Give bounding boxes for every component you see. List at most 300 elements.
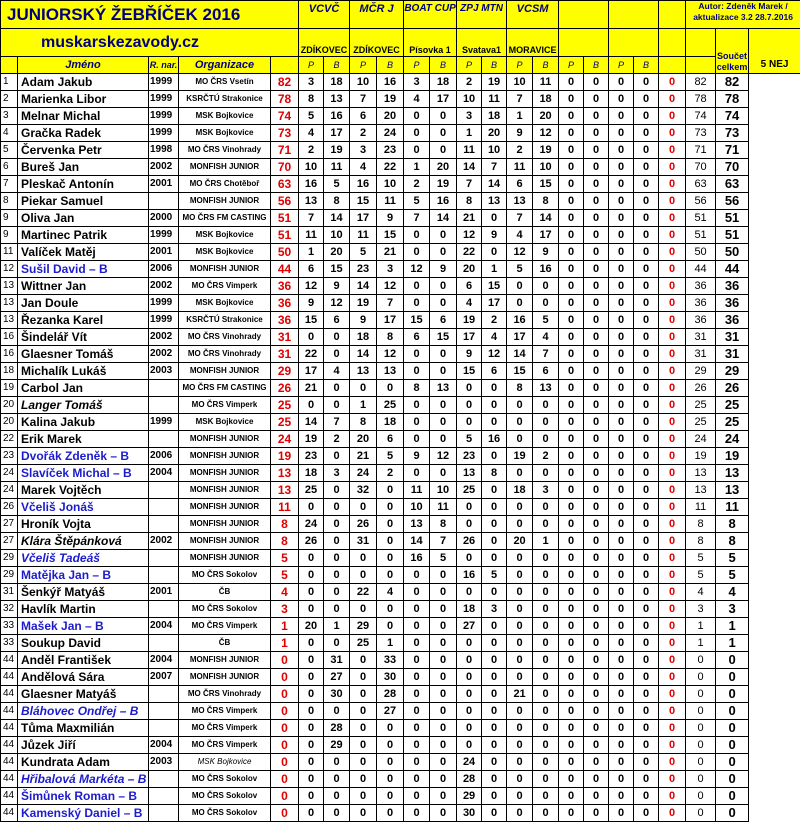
event-points: 0 [634, 431, 659, 448]
rank-cell: 44 [1, 720, 18, 737]
event-points: 1 [533, 533, 559, 550]
column-org-header: Organizace [179, 57, 271, 74]
event-points: 0 [533, 567, 559, 584]
sum-total: 8 [686, 516, 716, 533]
event-place: 0 [404, 771, 430, 788]
best-five: 4 [716, 584, 749, 601]
event-points: 13 [533, 380, 559, 397]
event-points: 0 [584, 295, 609, 312]
birth-year: 2002 [149, 329, 179, 346]
zero-value: 0 [659, 397, 686, 414]
competitor-name: Včeliš Jonáš [18, 499, 149, 516]
event-place: 0 [559, 618, 584, 635]
event-points: 0 [634, 74, 659, 91]
event-points: 6 [430, 312, 457, 329]
zero-value: 0 [659, 635, 686, 652]
event-place: 9 [457, 346, 482, 363]
event-name-3: BOAT CUP [404, 1, 457, 29]
best-five: 74 [716, 108, 749, 125]
event-place: 0 [350, 754, 377, 771]
event-points: 16 [324, 108, 350, 125]
event-place: 8 [404, 380, 430, 397]
table-row [1, 499, 800, 516]
event-points: 8 [324, 193, 350, 210]
event-points: 18 [430, 74, 457, 91]
competitor-name: Kamenský Daniel – B [18, 805, 149, 822]
event-place: 0 [457, 550, 482, 567]
best-five: 5 [716, 550, 749, 567]
best-five: 36 [716, 278, 749, 295]
event-place: 0 [609, 125, 634, 142]
birth-year [149, 516, 179, 533]
event-points: 20 [430, 159, 457, 176]
best-five: 56 [716, 193, 749, 210]
rank-cell: 1 [1, 74, 18, 91]
event-place: 0 [559, 550, 584, 567]
zero-value: 0 [659, 584, 686, 601]
event-place: 21 [457, 210, 482, 227]
event-points: 0 [634, 669, 659, 686]
competitor-name: Šindelář Vít [18, 329, 149, 346]
table-row [1, 754, 800, 771]
points-total: 11 [271, 499, 299, 516]
event-place: 16 [507, 312, 533, 329]
event-points: 0 [324, 499, 350, 516]
event-points: 0 [430, 754, 457, 771]
event-points: 0 [377, 567, 404, 584]
zero-value: 0 [659, 125, 686, 142]
event-points: 17 [430, 91, 457, 108]
event-points: 0 [482, 499, 507, 516]
event-place: 0 [559, 125, 584, 142]
event-points: 0 [634, 652, 659, 669]
event-place: 0 [299, 397, 324, 414]
sum-total: 25 [686, 397, 716, 414]
event-points: 0 [482, 618, 507, 635]
event-points: 13 [430, 380, 457, 397]
event-points: 0 [324, 788, 350, 805]
event-points: 0 [377, 737, 404, 754]
event-points: 15 [324, 261, 350, 278]
organization: MO ČRS Vinohrady [179, 686, 271, 703]
birth-year: 2004 [149, 618, 179, 635]
points-total: 13 [271, 465, 299, 482]
points-total: 36 [271, 295, 299, 312]
event-location-4: Svatava1 [457, 29, 507, 57]
event-points: 19 [533, 142, 559, 159]
table-row [1, 584, 800, 601]
event-points: 0 [634, 142, 659, 159]
best-five: 8 [716, 516, 749, 533]
event-points: 0 [324, 550, 350, 567]
event-points: 0 [533, 754, 559, 771]
birth-year [149, 703, 179, 720]
event-place: 0 [404, 278, 430, 295]
event-place: 13 [299, 193, 324, 210]
event-points: 0 [584, 482, 609, 499]
event-place: 0 [559, 431, 584, 448]
event-place: 0 [350, 550, 377, 567]
event-points: 0 [482, 635, 507, 652]
event-points: 5 [430, 550, 457, 567]
best-five: 24 [716, 431, 749, 448]
competitor-name: Glaesner Matyáš [18, 686, 149, 703]
sum-total: 36 [686, 295, 716, 312]
competitor-name: Šenkýř Matyáš [18, 584, 149, 601]
event-place: 26 [457, 533, 482, 550]
event-place: 24 [350, 465, 377, 482]
event-place: 0 [299, 703, 324, 720]
best-five: 0 [716, 805, 749, 822]
event-points: 9 [482, 227, 507, 244]
rank-cell: 44 [1, 669, 18, 686]
event-place: 4 [404, 91, 430, 108]
event-place: 20 [457, 261, 482, 278]
event-points: 30 [377, 669, 404, 686]
event-place: 16 [299, 176, 324, 193]
event-place: 0 [609, 193, 634, 210]
rank-cell: 32 [1, 601, 18, 618]
event-place: 0 [559, 108, 584, 125]
event-place: 5 [350, 244, 377, 261]
event-place: 0 [299, 567, 324, 584]
points-total: 56 [271, 193, 299, 210]
birth-year: 2007 [149, 669, 179, 686]
event-place: 14 [404, 533, 430, 550]
points-total: 70 [271, 159, 299, 176]
event-points: 0 [634, 737, 659, 754]
event-place: 0 [299, 720, 324, 737]
event-points: 0 [377, 788, 404, 805]
event-place: 0 [609, 244, 634, 261]
event-place: 0 [350, 669, 377, 686]
event-place: 0 [609, 737, 634, 754]
event-place: 7 [299, 210, 324, 227]
points-total: 36 [271, 312, 299, 329]
event-place: 1 [457, 125, 482, 142]
event-place: 0 [559, 482, 584, 499]
event-place: 20 [299, 618, 324, 635]
event-points: 0 [430, 805, 457, 822]
event-place: 17 [457, 329, 482, 346]
event-points: 5 [377, 448, 404, 465]
best-five: 0 [716, 720, 749, 737]
event-points: 16 [430, 193, 457, 210]
organization: MSK Bojkovice [179, 108, 271, 125]
event-place: 0 [507, 635, 533, 652]
event-points: 0 [634, 210, 659, 227]
sum-total: 26 [686, 380, 716, 397]
organization: MONFISH JUNIOR [179, 363, 271, 380]
event-place: 0 [404, 125, 430, 142]
event-place: 4 [350, 159, 377, 176]
event-place: 0 [350, 805, 377, 822]
competitor-name: Gračka Radek [18, 125, 149, 142]
total-label: Součet celkem [716, 29, 749, 74]
event-place: 27 [457, 618, 482, 635]
p-header: P [299, 57, 324, 74]
event-place: 0 [350, 499, 377, 516]
sum-total: 63 [686, 176, 716, 193]
event-points: 0 [533, 703, 559, 720]
event-points: 28 [324, 720, 350, 737]
event-points: 0 [430, 686, 457, 703]
event-points: 15 [430, 329, 457, 346]
event-place: 7 [507, 210, 533, 227]
event-points: 0 [634, 346, 659, 363]
event-points: 0 [430, 125, 457, 142]
event-place: 0 [559, 295, 584, 312]
rank-cell: 4 [1, 125, 18, 142]
event-place: 0 [404, 601, 430, 618]
birth-year: 1999 [149, 74, 179, 91]
event-place: 9 [350, 312, 377, 329]
event-place: 0 [559, 363, 584, 380]
event-place: 0 [559, 652, 584, 669]
event-points: 0 [533, 295, 559, 312]
event-place: 0 [299, 737, 324, 754]
event-place: 14 [507, 346, 533, 363]
birth-year [149, 567, 179, 584]
event-place: 0 [404, 567, 430, 584]
organization: MSK Bojkovice [179, 754, 271, 771]
best-five: 0 [716, 754, 749, 771]
event-points: 0 [634, 295, 659, 312]
event-place: 0 [609, 312, 634, 329]
event-name-6 [559, 1, 609, 29]
organization: ČB [179, 635, 271, 652]
event-place: 20 [507, 533, 533, 550]
event-place: 0 [350, 771, 377, 788]
event-place: 0 [559, 499, 584, 516]
points-total: 0 [271, 737, 299, 754]
zero-value: 0 [659, 346, 686, 363]
table-row [1, 108, 800, 125]
event-place: 10 [507, 74, 533, 91]
event-place: 16 [457, 567, 482, 584]
event-place: 0 [350, 737, 377, 754]
best-five: 36 [716, 295, 749, 312]
sum-total: 0 [686, 737, 716, 754]
event-points: 3 [482, 601, 507, 618]
competitor-name: Matějka Jan – B [18, 567, 149, 584]
event-place: 5 [404, 193, 430, 210]
event-place: 12 [404, 261, 430, 278]
organization: MO ČRS Vinohrady [179, 329, 271, 346]
event-points: 0 [533, 516, 559, 533]
zero-value: 0 [659, 261, 686, 278]
event-place: 11 [350, 227, 377, 244]
event-points: 0 [584, 737, 609, 754]
event-points: 0 [430, 346, 457, 363]
event-points: 10 [377, 176, 404, 193]
event-points: 9 [377, 210, 404, 227]
event-points: 0 [430, 465, 457, 482]
event-points: 0 [584, 278, 609, 295]
event-place: 0 [559, 329, 584, 346]
rank-cell: 23 [1, 448, 18, 465]
event-place: 0 [507, 295, 533, 312]
zero-value: 0 [659, 669, 686, 686]
event-place: 0 [457, 380, 482, 397]
sum-total: 0 [686, 669, 716, 686]
event-place: 0 [507, 465, 533, 482]
sum-total: 78 [686, 91, 716, 108]
event-points: 0 [584, 176, 609, 193]
event-place: 0 [609, 754, 634, 771]
event-place: 0 [457, 516, 482, 533]
event-points: 16 [377, 74, 404, 91]
event-points: 2 [324, 431, 350, 448]
organization: MSK Bojkovice [179, 244, 271, 261]
sum-total: 19 [686, 448, 716, 465]
event-points: 0 [430, 397, 457, 414]
organization: MO ČRS Vimperk [179, 397, 271, 414]
event-points: 0 [584, 601, 609, 618]
event-points: 0 [324, 380, 350, 397]
event-points: 0 [584, 210, 609, 227]
event-points: 0 [584, 363, 609, 380]
event-place: 0 [299, 686, 324, 703]
b-header: B [324, 57, 350, 74]
competitor-name: Martinec Patrik [18, 227, 149, 244]
event-points: 0 [584, 618, 609, 635]
competitor-name: Mašek Jan – B [18, 618, 149, 635]
event-points: 0 [377, 550, 404, 567]
organization: MONFISH JUNIOR [179, 499, 271, 516]
best-five: 26 [716, 380, 749, 397]
points-total: 51 [271, 210, 299, 227]
event-points: 0 [482, 771, 507, 788]
event-points: 0 [377, 720, 404, 737]
rank-cell: 24 [1, 465, 18, 482]
event-place: 9 [507, 125, 533, 142]
event-points: 14 [324, 210, 350, 227]
competitor-name: Dvořák Zdeněk – B [18, 448, 149, 465]
event-points: 20 [324, 244, 350, 261]
organization: MO ČRS Sokolov [179, 805, 271, 822]
zero-value: 0 [659, 74, 686, 91]
organization: MONFISH JUNIOR [179, 550, 271, 567]
event-points: 18 [324, 74, 350, 91]
table-row [1, 125, 800, 142]
event-place: 9 [404, 448, 430, 465]
event-points: 0 [584, 448, 609, 465]
event-points: 0 [634, 584, 659, 601]
organization: MO ČRS FM CASTING [179, 210, 271, 227]
event-place: 0 [609, 550, 634, 567]
points-total: 24 [271, 431, 299, 448]
event-points: 19 [430, 176, 457, 193]
event-points: 0 [634, 499, 659, 516]
event-points: 0 [584, 91, 609, 108]
event-place: 0 [350, 601, 377, 618]
organization: MO ČRS Vimperk [179, 278, 271, 295]
organization: MO ČRS Sokolov [179, 567, 271, 584]
event-points: 0 [430, 771, 457, 788]
rank-cell: 2 [1, 91, 18, 108]
event-place: 21 [350, 448, 377, 465]
event-place: 0 [404, 618, 430, 635]
event-points: 0 [634, 805, 659, 822]
birth-year: 1999 [149, 295, 179, 312]
event-points: 0 [430, 652, 457, 669]
best-five: 29 [716, 363, 749, 380]
best-five: 51 [716, 210, 749, 227]
event-place: 6 [507, 176, 533, 193]
event-points: 6 [324, 312, 350, 329]
event-place: 21 [507, 686, 533, 703]
event-points: 0 [482, 805, 507, 822]
event-points: 0 [634, 312, 659, 329]
event-points: 0 [584, 414, 609, 431]
zero-value: 0 [659, 601, 686, 618]
event-place: 4 [507, 227, 533, 244]
competitor-name: Carbol Jan [18, 380, 149, 397]
table-row [1, 346, 800, 363]
birth-year: 2002 [149, 278, 179, 295]
event-place: 15 [350, 193, 377, 210]
sum-total: 0 [686, 805, 716, 822]
event-place: 0 [609, 533, 634, 550]
event-place: 15 [404, 312, 430, 329]
event-place: 0 [559, 788, 584, 805]
points-total: 36 [271, 278, 299, 295]
event-place: 0 [559, 261, 584, 278]
event-place: 2 [507, 142, 533, 159]
birth-year [149, 482, 179, 499]
event-points: 0 [634, 193, 659, 210]
event-place: 2 [350, 125, 377, 142]
event-points: 0 [584, 788, 609, 805]
event-place: 0 [404, 686, 430, 703]
table-row [1, 278, 800, 295]
event-place: 10 [350, 74, 377, 91]
event-place: 18 [457, 601, 482, 618]
event-points: 0 [584, 686, 609, 703]
event-place: 0 [609, 142, 634, 159]
birth-year: 2003 [149, 363, 179, 380]
birth-year [149, 397, 179, 414]
points-total: 0 [271, 652, 299, 669]
points-total: 78 [271, 91, 299, 108]
column-born-header: R. nar. [149, 57, 179, 74]
sum-total: 56 [686, 193, 716, 210]
sum-total: 1 [686, 618, 716, 635]
event-place: 0 [404, 108, 430, 125]
event-place: 0 [609, 635, 634, 652]
event-place: 0 [609, 618, 634, 635]
event-place: 0 [299, 329, 324, 346]
event-place: 0 [457, 720, 482, 737]
event-points: 0 [377, 380, 404, 397]
event-points: 10 [430, 482, 457, 499]
rank-cell: 13 [1, 295, 18, 312]
birth-year [149, 720, 179, 737]
event-points: 0 [324, 754, 350, 771]
best-five: 0 [716, 737, 749, 754]
competitor-name: Kundrata Adam [18, 754, 149, 771]
zero-value: 0 [659, 244, 686, 261]
table-row [1, 142, 800, 159]
event-place: 11 [404, 482, 430, 499]
sum-total: 3 [686, 601, 716, 618]
competitor-name: Slavíček Michal – B [18, 465, 149, 482]
event-points: 0 [533, 601, 559, 618]
organization: MONFISH JUNIOR [179, 482, 271, 499]
event-place: 0 [559, 686, 584, 703]
points-total: 5 [271, 550, 299, 567]
